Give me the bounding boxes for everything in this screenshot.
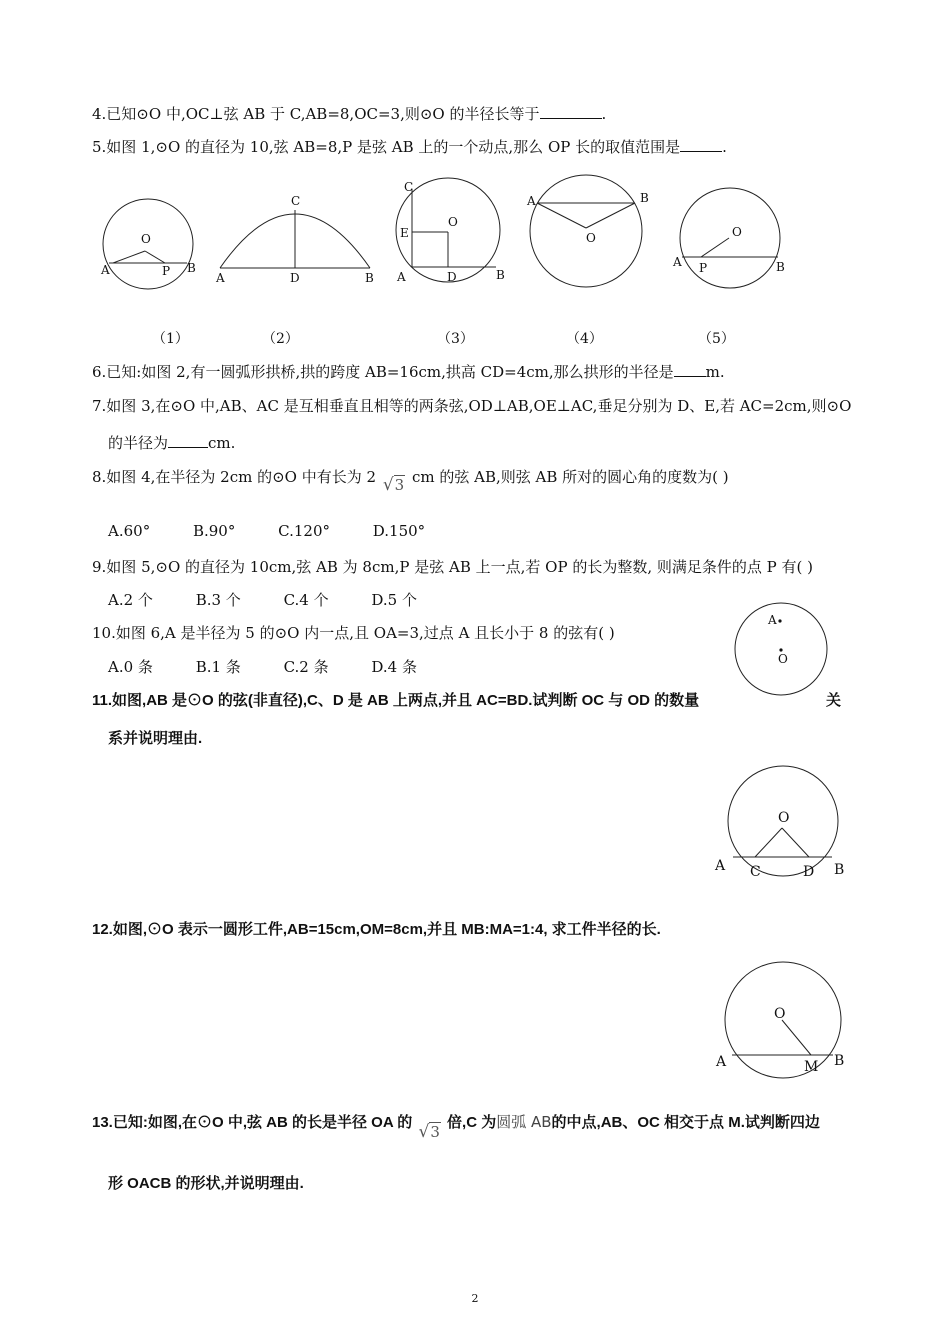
label-E: E [400, 226, 409, 240]
question-10-options [108, 656, 455, 677]
question-9: 9.如图 5,⊙O 的直径为 10cm,弦 AB 为 8cm,P 是弦 AB 上一点,若 OP 的长为整数, 则满足条件的点 P 有( ) [92, 558, 813, 576]
figure-4-caption: （4） [566, 331, 603, 347]
figure-2-caption: （2） [262, 331, 299, 347]
question-13-line-1: 13.已知:如图,在⊙O 中,弦 AB 的长是半径 OA 的 √3 倍,C 为圆弧 AB的中点,AB、OC 相交于点 M.试判断四边 [92, 1113, 820, 1142]
label-M: M [804, 1059, 819, 1075]
answer-blank [540, 104, 602, 119]
label-A: A [715, 858, 726, 874]
label-O: O [586, 231, 596, 245]
option-d[interactable]: D.150° [372, 522, 426, 540]
question-10: 10.如图 6,A 是半径为 5 的⊙O 内一点,且 OA=3,过点 A 且长小于 8 的弦有( ) [92, 624, 615, 642]
figure-12 [708, 958, 858, 1083]
label-B: B [640, 191, 649, 205]
arc-ab-term: 圆弧 AB [496, 1113, 552, 1131]
label-A: A [216, 271, 225, 285]
question-4: 4.已知⊙O 中,OC⊥弦 AB 于 C,AB=8,OC=3,则⊙O 的半径长等于 . [92, 105, 607, 123]
figure-1-caption: （1） [152, 331, 189, 347]
option-d[interactable]: D.4 条 [371, 658, 417, 676]
label-A: A [673, 255, 682, 269]
sqrt-3: √3 [418, 1122, 440, 1142]
label-P: P [699, 261, 708, 275]
label-B: B [834, 862, 845, 878]
label-B: B [834, 1053, 845, 1069]
answer-blank [168, 433, 208, 448]
sqrt-3: √3 [382, 475, 405, 495]
label-B: B [187, 261, 196, 275]
label-O: O [778, 652, 788, 666]
figure-4 [520, 172, 660, 292]
figure-5 [668, 186, 788, 291]
question-11-line-2: 系并说明理由. [108, 730, 203, 747]
question-9-options [108, 589, 455, 610]
label-O: O [448, 215, 458, 229]
question-7-line-2: 的半径为 cm. [108, 434, 236, 452]
question-11-line-1: 11.如图,AB 是⊙O 的弦(非直径),C、D 是 AB 上两点,并且 AC=BD.试判断 OC 与 OD 的数量 [92, 692, 700, 709]
page-number: 2 [471, 1292, 479, 1305]
option-a[interactable]: A.60° [108, 522, 151, 540]
label-O: O [774, 1006, 786, 1022]
label-A: A [397, 270, 406, 284]
label-C: C [750, 864, 761, 880]
option-d[interactable]: D.5 个 [371, 591, 417, 609]
question-5: 5.如图 1,⊙O 的直径为 10,弦 AB=8,P 是弦 AB 上的一个动点,那么 OP 长的取值范围是 . [92, 138, 727, 156]
question-12: 12.如图,⊙O 表示一圆形工件,AB=15cm,OM=8cm,并且 MB:MA=1:4, 求工件半径的长. [92, 921, 661, 938]
label-P: P [162, 264, 171, 278]
figure-3-caption: （3） [437, 331, 474, 347]
option-c[interactable]: C.2 条 [283, 658, 329, 676]
label-C: C [404, 180, 414, 194]
question-11-tail: 关 [826, 692, 842, 709]
label-O: O [732, 225, 742, 239]
answer-blank [680, 137, 722, 152]
figure-1 [98, 196, 208, 296]
question-7-line-1: 7.如图 3,在⊙O 中,AB、AC 是互相垂直且相等的两条弦,OD⊥AB,OE⊥AC,垂足分别为 D、E,若 AC=2cm,则⊙O [92, 397, 852, 415]
label-O: O [141, 232, 151, 246]
label-D: D [447, 270, 457, 284]
label-A: A [716, 1054, 727, 1070]
figure-5-caption: （5） [698, 331, 735, 347]
option-c[interactable]: C.120° [278, 522, 330, 540]
figure-2 [210, 190, 380, 290]
question-8: 8.如图 4,在半径为 2cm 的⊙O 中有长为 2 √3 cm 的弦 AB,则弦 AB 所对的圆心角的度数为( ) [92, 468, 729, 495]
question-13-line-2: 形 OACB 的形状,并说明理由. [108, 1175, 304, 1192]
label-B: B [365, 271, 374, 285]
figure-6 [732, 600, 832, 700]
figure-11 [708, 762, 858, 887]
label-O: O [778, 810, 790, 826]
label-A: A [768, 613, 777, 627]
option-b[interactable]: B.1 条 [195, 658, 241, 676]
label-A: A [527, 194, 536, 208]
option-a[interactable]: A.0 条 [108, 658, 153, 676]
label-B: B [496, 268, 505, 282]
option-a[interactable]: A.2 个 [108, 591, 153, 609]
option-b[interactable]: B.3 个 [195, 591, 241, 609]
question-8-options [108, 522, 463, 540]
figure-3 [390, 175, 510, 290]
label-D: D [290, 271, 300, 285]
label-A: A [101, 263, 110, 277]
question-6: 6.已知:如图 2,有一圆弧形拱桥,拱的跨度 AB=16cm,拱高 CD=4cm,那么拱形的半径是 m. [92, 363, 725, 381]
option-c[interactable]: C.4 个 [283, 591, 329, 609]
label-C: C [291, 194, 301, 208]
label-D: D [803, 864, 815, 880]
answer-blank [674, 362, 706, 377]
label-B: B [776, 260, 785, 274]
option-b[interactable]: B.90° [192, 522, 236, 540]
